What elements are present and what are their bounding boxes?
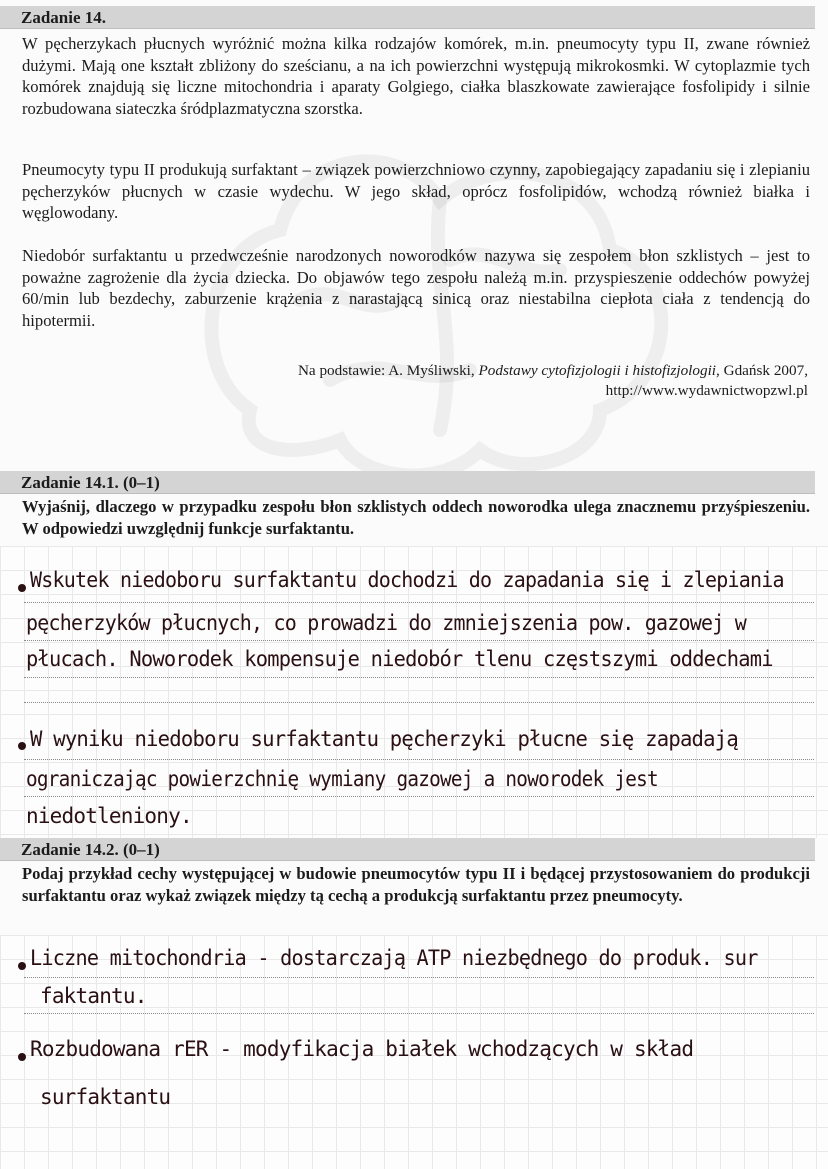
citation-suffix: , Gdańsk 2007, bbox=[716, 362, 808, 379]
citation-book: Podstawy cytofizjologii i histofizjologii bbox=[478, 362, 717, 379]
task-14-2-header-bar bbox=[0, 838, 815, 861]
citation bbox=[168, 361, 808, 401]
dotted-line bbox=[24, 796, 814, 797]
answer-line: pęcherzyków płucnych, co prowadzi do zmniejszenia pow. gazowej w bbox=[26, 611, 747, 635]
dotted-line bbox=[24, 677, 814, 678]
bullet-icon bbox=[18, 584, 26, 592]
answer-line: Wskutek niedoboru surfaktantu dochodzi do zapadania się i zlepiania bbox=[30, 568, 784, 592]
dotted-line bbox=[24, 640, 814, 641]
task-header-bar bbox=[0, 6, 815, 29]
citation-prefix: Na podstawie: A. Myśliwski, bbox=[297, 362, 479, 379]
citation-url: http://www.wydawnictwopzwl.pl bbox=[605, 382, 808, 399]
dotted-line bbox=[24, 1013, 814, 1014]
answer-line: surfaktantu bbox=[40, 1085, 171, 1109]
answer-area-14-2 bbox=[0, 935, 828, 1169]
task-paragraph-2: Pneumocyty typu II produkują surfaktant – związek powierzchniowo czynny, zapobiegający zapadaniu się i zlepianiu pęcherzyków płucnych w czasie wydechu. W jego skład, oprócz fosfolipidów, wchodzą również białka i węglowodany. bbox=[22, 160, 810, 222]
answer-line: faktantu. bbox=[40, 984, 147, 1008]
bullet-icon bbox=[18, 1053, 26, 1061]
answer-line: ograniczając powierzchnię wymiany gazowej a noworodek jest bbox=[26, 767, 658, 791]
task-14-2-question: Podaj przykład cechy występującej w budowie pneumocytów typu II i będącej przystosowaniem do produkcji surfaktantu oraz wykaż związek między tą cechą a produkcją surfaktantu przez pneumocyty. bbox=[22, 864, 810, 905]
answer-line: płucach. Noworodek kompensuje niedobór tlenu częstszymi oddechami bbox=[26, 647, 773, 671]
bullet-icon bbox=[18, 962, 26, 970]
task-14-1-question: Wyjaśnij, dlaczego w przypadku zespołu błon szklistych oddech noworodka ulega znacznemu przyśpieszeniu. W odpowiedzi uwzględnij funkcje surfaktantu. bbox=[22, 497, 810, 538]
task-14-2-title: Zadanie 14.2. (0–1) bbox=[21, 840, 160, 859]
task-14-1-title: Zadanie 14.1. (0–1) bbox=[21, 473, 160, 492]
answer-line: Liczne mitochondria - dostarczają ATP niezbędnego do produk. sur bbox=[30, 946, 758, 970]
answer-line: niedotleniony. bbox=[26, 804, 192, 828]
task-14-1-header-bar bbox=[0, 471, 815, 494]
task-title: Zadanie 14. bbox=[21, 8, 107, 27]
answer-line: W wyniku niedoboru surfaktantu pęcherzyki płucne się zapadają bbox=[30, 727, 738, 751]
bullet-icon bbox=[18, 742, 26, 750]
dotted-line bbox=[24, 702, 814, 703]
task-paragraph-3: Niedobór surfaktantu u przedwcześnie narodzonych noworodków nazywa się zespołem błon szklistych – jest to poważne zagrożenie dla życia dziecka. Do objawów tego zespołu należą m.in. przyspieszenie oddechów powyżej 60/min lub bezdechy, zaburzenie krążenia z narastającą sinicą oraz niestabilna ciepłota ciała z tendencją do hipotermii. bbox=[22, 246, 810, 330]
answer-area-14-1 bbox=[0, 546, 828, 838]
task-paragraph-1: W pęcherzykach płucnych wyróżnić można kilka rodzajów komórek, m.in. pneumocyty typu II, zwane również dużymi. Mają one kształt zbliżony do sześcianu, a na ich powierzchni występują mikrokosmki. W cytoplazmie tych komórek znajdują się liczne mitochondria i aparaty Golgiego, ciałka blaszkowate zawierające fosfolipidy i silnie rozbudowana siateczka śródplazmatyczna szorstka. bbox=[22, 34, 810, 118]
answer-line: Rozbudowana rER - modyfikacja białek wchodzących w skład bbox=[30, 1037, 694, 1061]
dotted-line bbox=[24, 759, 814, 760]
dotted-line bbox=[24, 602, 814, 603]
dotted-line bbox=[24, 977, 814, 978]
